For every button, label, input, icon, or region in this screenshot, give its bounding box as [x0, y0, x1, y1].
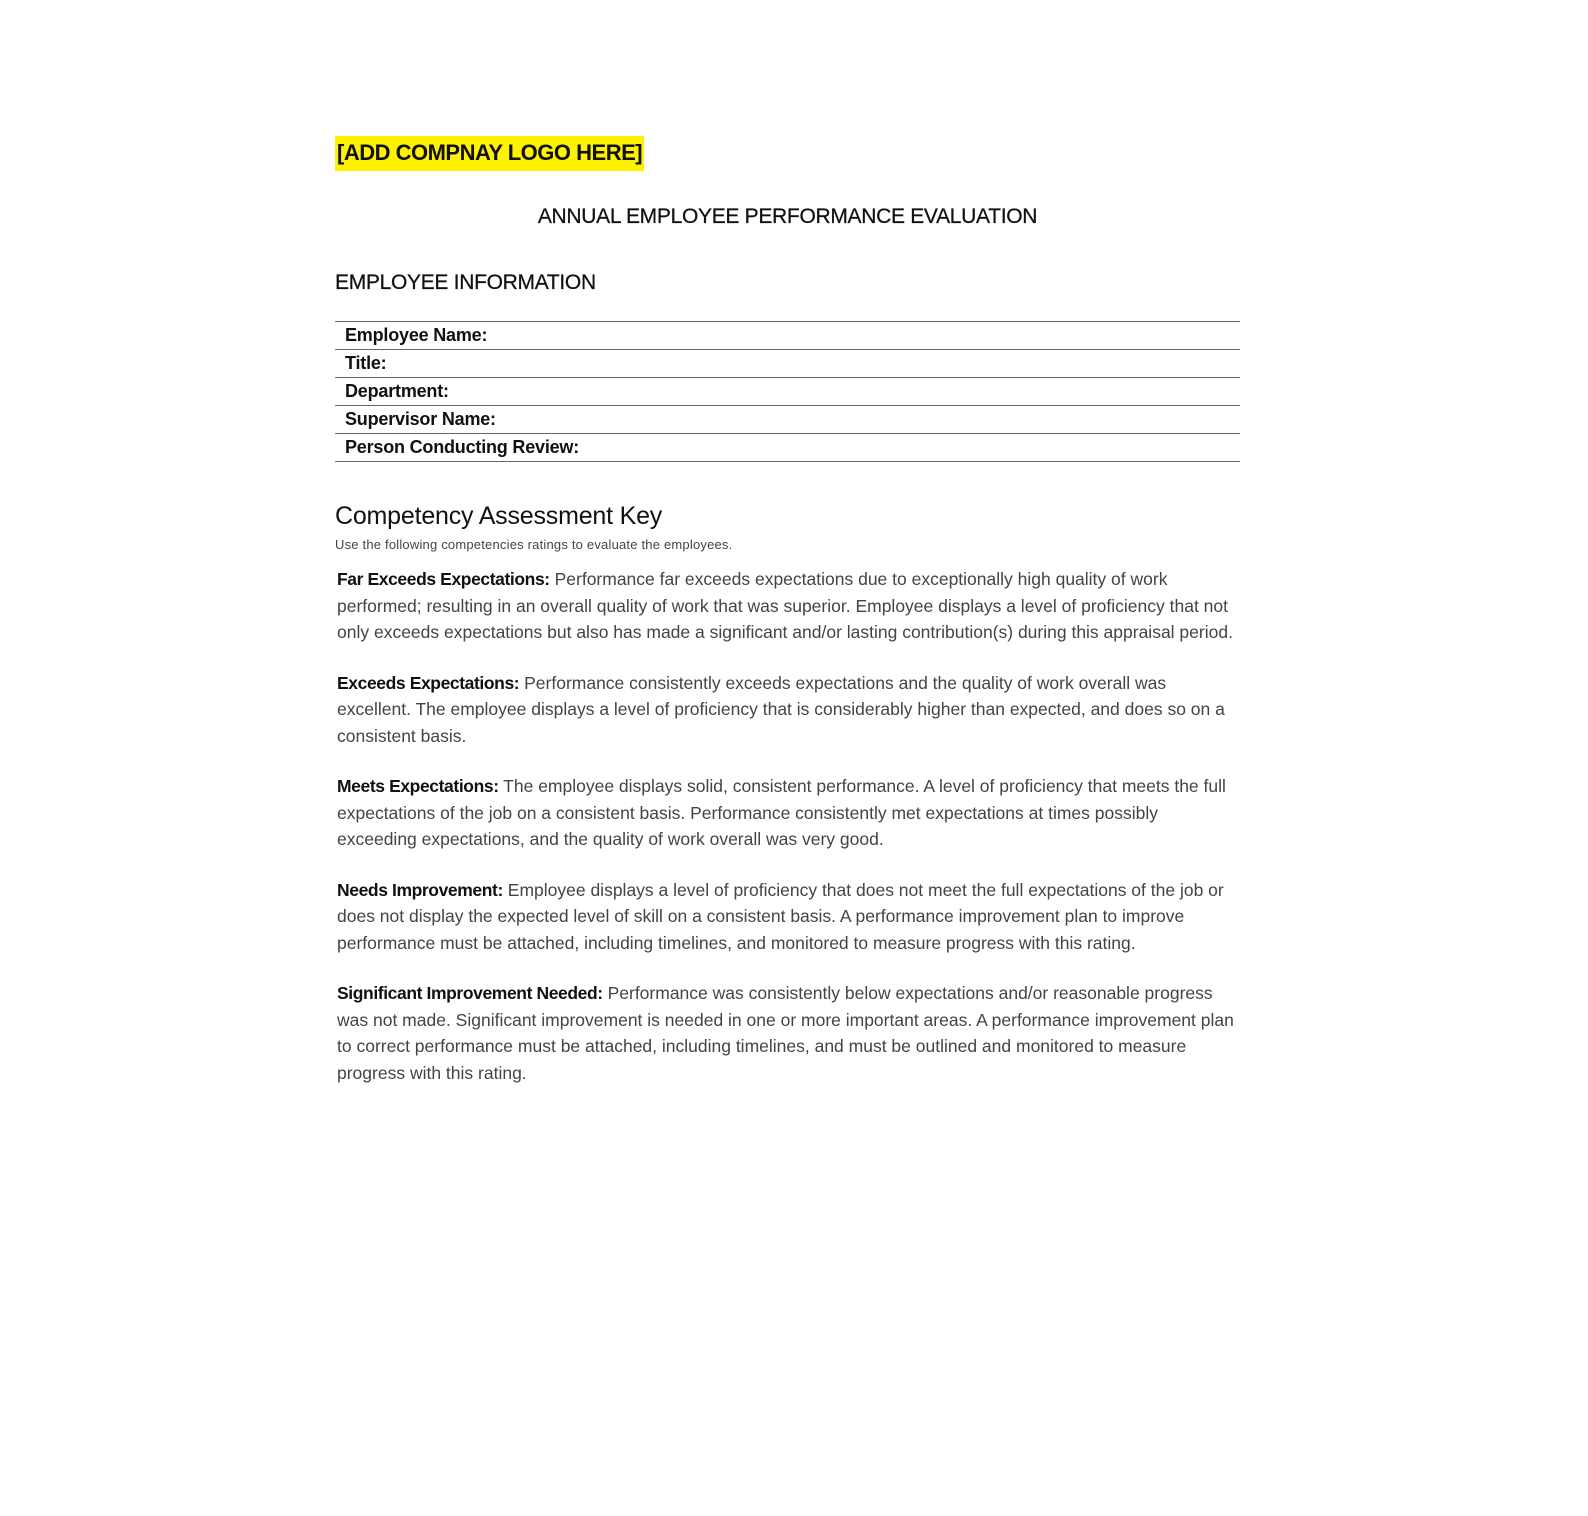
table-row	[335, 378, 1240, 406]
table-row	[335, 406, 1240, 434]
rating-far-exceeds	[335, 566, 1240, 646]
rating-term: Far Exceeds Expectations:	[337, 569, 550, 589]
competency-key-heading: Competency Assessment Key	[335, 502, 663, 530]
document-title: ANNUAL EMPLOYEE PERFORMANCE EVALUATION	[537, 205, 1038, 228]
table-row	[335, 322, 1240, 350]
employee-information-table	[335, 321, 1240, 462]
employee-name-field[interactable]: Employee Name:	[335, 322, 1240, 350]
supervisor-name-field[interactable]: Supervisor Name:	[335, 406, 1240, 434]
company-logo-placeholder: [ADD COMPNAY LOGO HERE]	[335, 136, 644, 171]
rating-exceeds	[335, 670, 1240, 750]
logo-placeholder-row	[335, 136, 1240, 171]
competency-key-intro: Use the following competencies ratings to evaluate the employees.	[335, 537, 733, 552]
rating-meets	[335, 773, 1240, 853]
employee-information-heading: EMPLOYEE INFORMATION	[335, 271, 596, 294]
person-conducting-review-field[interactable]: Person Conducting Review:	[335, 434, 1240, 462]
table-row	[335, 350, 1240, 378]
rating-description: Employee displays a level of proficiency that does not meet the full expectations of the job or does not display the expected level of skill on a consistent basis. A performance improvement plan to improve performance must be attached, including timelines, and monitored to measure progress with this rating.	[337, 879, 1224, 953]
rating-description: Performance far exceeds expectations due to exceptionally high quality of work performed; resulting in an overall quality of work that was superior. Employee displays a level of proficiency that not only exceeds expectations but also has made a significant and/or lasting contribution(s) during this appraisal period.	[337, 569, 1233, 642]
table-row	[335, 434, 1240, 462]
title-field[interactable]: Title:	[335, 350, 1240, 378]
rating-description: Performance consistently exceeds expectations and the quality of work overall was excellent. The employee displays a level of proficiency that is considerably higher than expected, and does so on a consistent basis.	[337, 672, 1225, 746]
document-content	[335, 136, 1240, 1104]
department-field[interactable]: Department:	[335, 378, 1240, 406]
rating-needs-improvement	[335, 877, 1240, 957]
rating-description: The employee displays solid, consistent performance. A level of proficiency that meets the full expectations of the job on a consistent basis. Performance consistently met expectations at times possibly exceeding expectations, and the quality of work overall was very good.	[337, 776, 1226, 849]
rating-description: Performance was consistently below expectations and/or reasonable progress was not made. Significant improvement is needed in one or more important areas. A performance improvement plan to correct performance must be attached, including timelines, and must be outlined and monitored to measure progress with this rating.	[337, 983, 1234, 1083]
rating-term: Needs Improvement:	[337, 879, 503, 900]
rating-term: Exceeds Expectations:	[337, 672, 520, 693]
rating-term: Significant Improvement Needed:	[337, 983, 603, 1003]
rating-significant-improvement	[335, 980, 1240, 1086]
rating-term: Meets Expectations:	[337, 776, 499, 796]
